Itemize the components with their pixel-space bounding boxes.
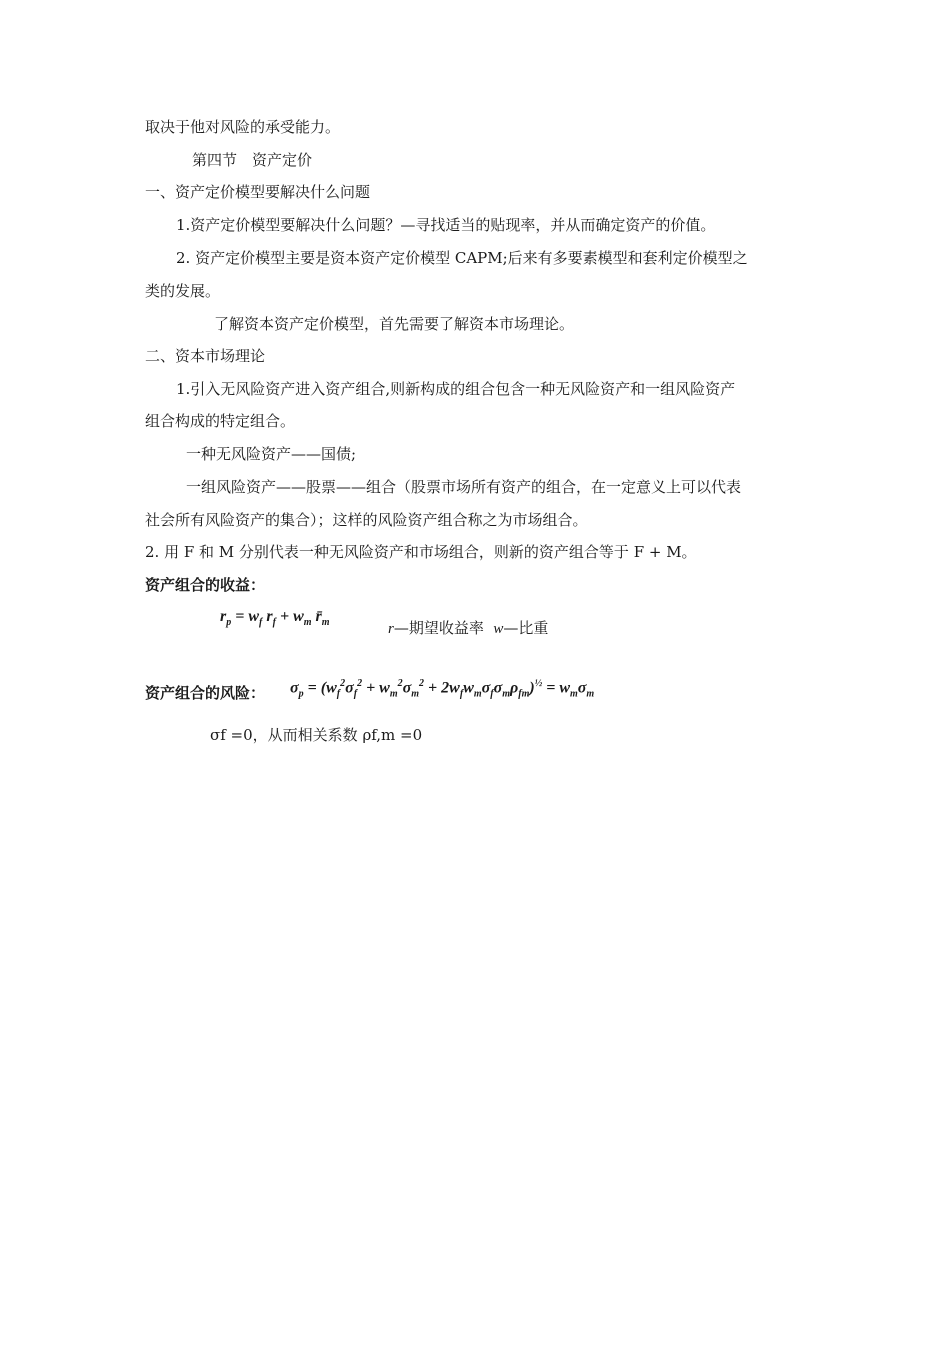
risky-asset-line-1: 一组风险资产——股票——组合（股票市场所有资产的组合，在一定意义上可以代表 <box>186 478 742 496</box>
return-formula: $r_p = w_f$ $r_f + w_m$ $r̄_m$ <box>220 608 330 629</box>
item-2-2: 2. 用 F 和 M 分别代表一种无风险资产和市场组合，则新的资产组合等于 F + M。 <box>145 543 697 561</box>
item-1-1: 1.资产定价模型要解决什么问题？—寻找适当的贴现率，并从而确定资产的价值。 <box>176 216 716 234</box>
item-1-2-line-2: 类的发展。 <box>145 282 221 300</box>
correlation-line: σf =0，从而相关系数 ρf,m =0 <box>210 726 423 744</box>
item-2-1-line-2: 组合构成的特定组合。 <box>145 412 296 430</box>
symbol-r: r <box>388 621 394 637</box>
symbol-w: w <box>493 621 504 637</box>
note-capm: 了解资本资产定价模型，首先需要了解资本市场理论。 <box>214 315 575 333</box>
section-title: 第四节 资产定价 <box>192 151 313 169</box>
riskfree-asset-line: 一种无风险资产——国债; <box>186 445 357 463</box>
heading-2: 二、资本市场理论 <box>145 347 266 365</box>
risk-label: 资产组合的风险： <box>145 684 266 702</box>
heading-1: 一、资产定价模型要解决什么问题 <box>145 183 371 201</box>
risk-formula: $\sigma_p = (w_f^2\sigma_f^2 + w_m^2\sigma_m^2 + 2w_fw_m\sigma_f\sigma_m\rho_{fm})^{\frac{1}{2}} = w_m\sigma_m$ <box>290 678 595 700</box>
return-formula-note: r—期望收益率 w—比重 <box>388 619 549 637</box>
return-label: 资产组合的收益： <box>145 576 266 594</box>
risky-asset-line-2: 社会所有风险资产的集合）；这样的风险资产组合称之为市场组合。 <box>145 511 588 529</box>
paragraph-continuation: 取决于他对风险的承受能力。 <box>145 118 341 136</box>
item-1-2-line-1: 2. 资产定价模型主要是资本资产定价模型 CAPM;后来有多要素模型和套利定价模型之 <box>176 249 748 267</box>
item-2-1-line-1: 1.引入无风险资产进入资产组合,则新构成的组合包含一种无风险资产和一组风险资产 <box>176 380 736 398</box>
